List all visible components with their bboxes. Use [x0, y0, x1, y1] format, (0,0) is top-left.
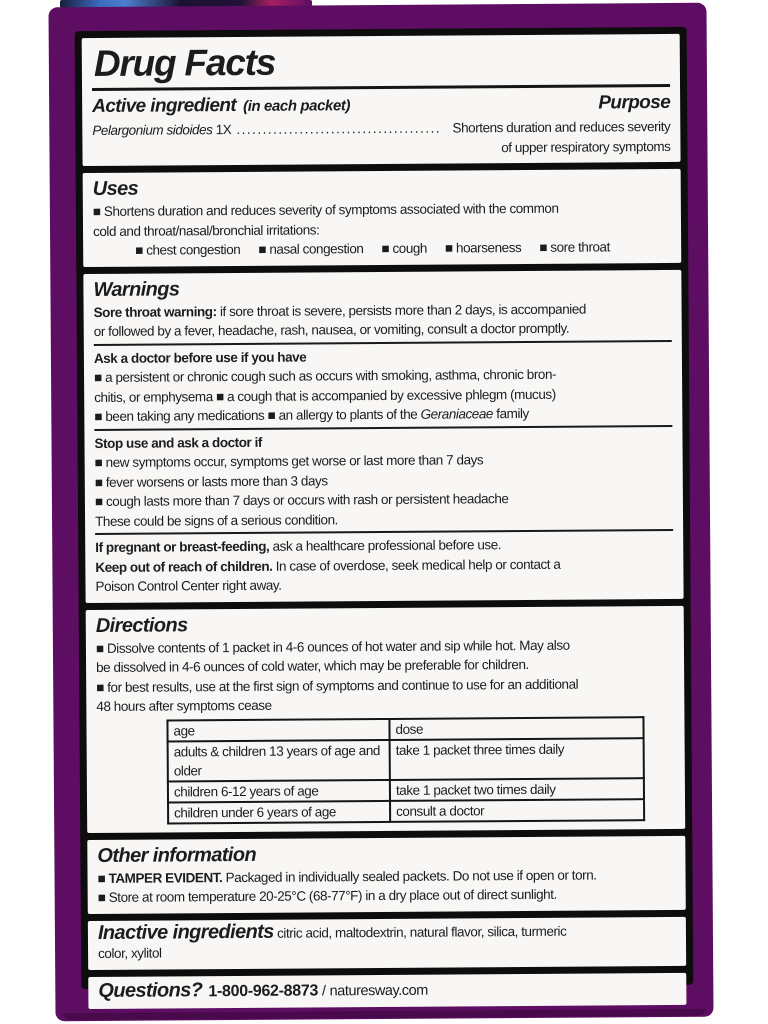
uses-intro-line: ■ Shortens duration and reduces severity of symptoms associated with the common — [92, 200, 559, 220]
dosage-age-cell: children under 6 years of age — [168, 800, 390, 823]
dot-leader: ....................................... — [236, 120, 442, 138]
dosage-age-cell: adults & children 13 years of age and older — [168, 739, 390, 781]
ask-doctor-line: ■ been taking any medications ■ an allergy to plants of the Geraniaceae family — [94, 405, 529, 424]
active-ingredient-heading-row — [92, 91, 670, 119]
inactive-ingredients-heading: Inactive ingredients — [97, 920, 274, 944]
box-bottom-shade — [63, 1009, 705, 1020]
directions-line: ■ Dissolve contents of 1 packet in 4-6 ounces of hot water and sip while hot. May also — [95, 637, 570, 656]
symptom-item: ■ nasal congestion — [258, 241, 364, 257]
ask-doctor-line: ■ a persistent or chronic cough such as occurs with smoking, asthma, chronic bron- — [94, 366, 557, 385]
active-ingredient-heading: Active ingredient (in each packet) — [92, 95, 351, 118]
questions-heading: Questions? — [98, 978, 203, 1002]
symptom-item: ■ cough — [381, 240, 428, 256]
questions-row — [98, 975, 676, 1003]
questions-website: naturesway.com — [329, 982, 428, 999]
keep-out-warning-line: Poison Control Center right away. — [95, 577, 282, 594]
active-ingredient-row — [92, 117, 670, 160]
ask-doctor-heading: Ask a doctor before use if you have — [93, 349, 307, 366]
uses-intro-line: cold and throat/nasal/bronchial irritations: — [92, 221, 320, 239]
purpose-heading: Purpose — [598, 91, 671, 114]
dosage-dose-cell: consult a doctor — [390, 799, 644, 822]
questions-divider: / — [321, 982, 326, 999]
dosage-table-row — [168, 738, 644, 781]
drug-facts-panel — [75, 27, 694, 1002]
inactive-ingredients-line: Inactive ingredients citric acid, maltodextrin, natural flavor, silica, turmeric — [97, 920, 567, 944]
stop-use-bullet: ■ new symptoms occur, symptoms get worse or last more than 7 days — [94, 452, 484, 470]
storage-line: ■ Store at room temperature 20-25°C (68-77°F) in a dry place out of direct sunlight. — [97, 886, 557, 905]
section-directions — [86, 605, 686, 832]
uses-symptom-list — [93, 237, 671, 261]
pregnant-warning-line: If pregnant or breast-feeding, ask a healthcare professional before use. — [95, 537, 502, 555]
directions-heading: Directions — [95, 613, 188, 637]
dosage-dose-cell: take 1 packet two times daily — [390, 778, 644, 801]
dosage-age-cell: children 6-12 years of age — [168, 779, 390, 802]
symptom-item: ■ chest congestion — [135, 241, 241, 258]
drug-facts-box — [48, 3, 713, 1022]
sore-throat-warning-line: Sore throat warning: if sore throat is severe, persists more than 2 days, is accompanied — [93, 301, 586, 320]
inactive-ingredients-line: color, xylitol — [98, 945, 162, 961]
purpose-text: Shortens duration and reduces severity of upper respiratory symptoms — [452, 118, 671, 155]
warnings-heading: Warnings — [93, 277, 180, 301]
sore-throat-warning-line: or followed by a fever, headache, rash, nausea, or vomiting, consult a doctor promptly. — [93, 320, 570, 340]
questions-phone: 1-800-962-8873 — [208, 981, 319, 1000]
section-other-information — [87, 835, 686, 913]
directions-line: be dissolved in 4-6 ounces of cold water, which may be preferable for children. — [96, 656, 529, 675]
ingredient-name: Pelargonium sidoides 1X — [92, 122, 232, 139]
uses-heading: Uses — [92, 177, 139, 201]
stop-use-note: These could be signs of a serious condition. — [95, 511, 338, 529]
section-questions — [88, 972, 686, 1009]
dosage-table — [166, 716, 645, 824]
tamper-evident-line: ■ TAMPER EVIDENT. Packaged in individually sealed packets. Do not use if open or torn. — [97, 867, 597, 886]
keep-out-warning-line: Keep out of reach of children. In case of overdose, seek medical help or contact a — [95, 556, 561, 575]
dosage-table-header-age: age — [167, 718, 389, 741]
stop-use-bullet: ■ cough lasts more than 7 days or occurs with rash or persistent headache — [94, 491, 509, 509]
section-warnings — [83, 269, 683, 602]
stop-use-heading: Stop use and ask a doctor if — [94, 434, 262, 451]
page-title: Drug Facts — [93, 41, 276, 84]
dosage-table-header-dose: dose — [389, 717, 643, 740]
section-header — [82, 34, 681, 166]
symptom-item: ■ hoarseness — [444, 240, 522, 256]
directions-line: 48 hours after symptoms cease — [96, 697, 272, 714]
dosage-table-row — [168, 799, 644, 823]
stop-use-bullet: ■ fever worsens or lasts more than 3 days — [94, 472, 328, 490]
symptom-item: ■ sore throat — [539, 239, 610, 255]
dosage-dose-cell: take 1 packet three times daily — [390, 738, 644, 780]
ask-doctor-line: chitis, or emphysema ■ a cough that is accompanied by excessive phlegm (mucus) — [94, 386, 556, 405]
section-inactive-ingredients — [88, 916, 686, 969]
active-ingredient-note: (in each packet) — [243, 97, 351, 115]
directions-line: ■ for best results, use at the first sign of symptoms and continue to use for an additional — [96, 676, 579, 695]
section-uses — [83, 169, 682, 267]
other-info-heading: Other information — [97, 843, 257, 867]
